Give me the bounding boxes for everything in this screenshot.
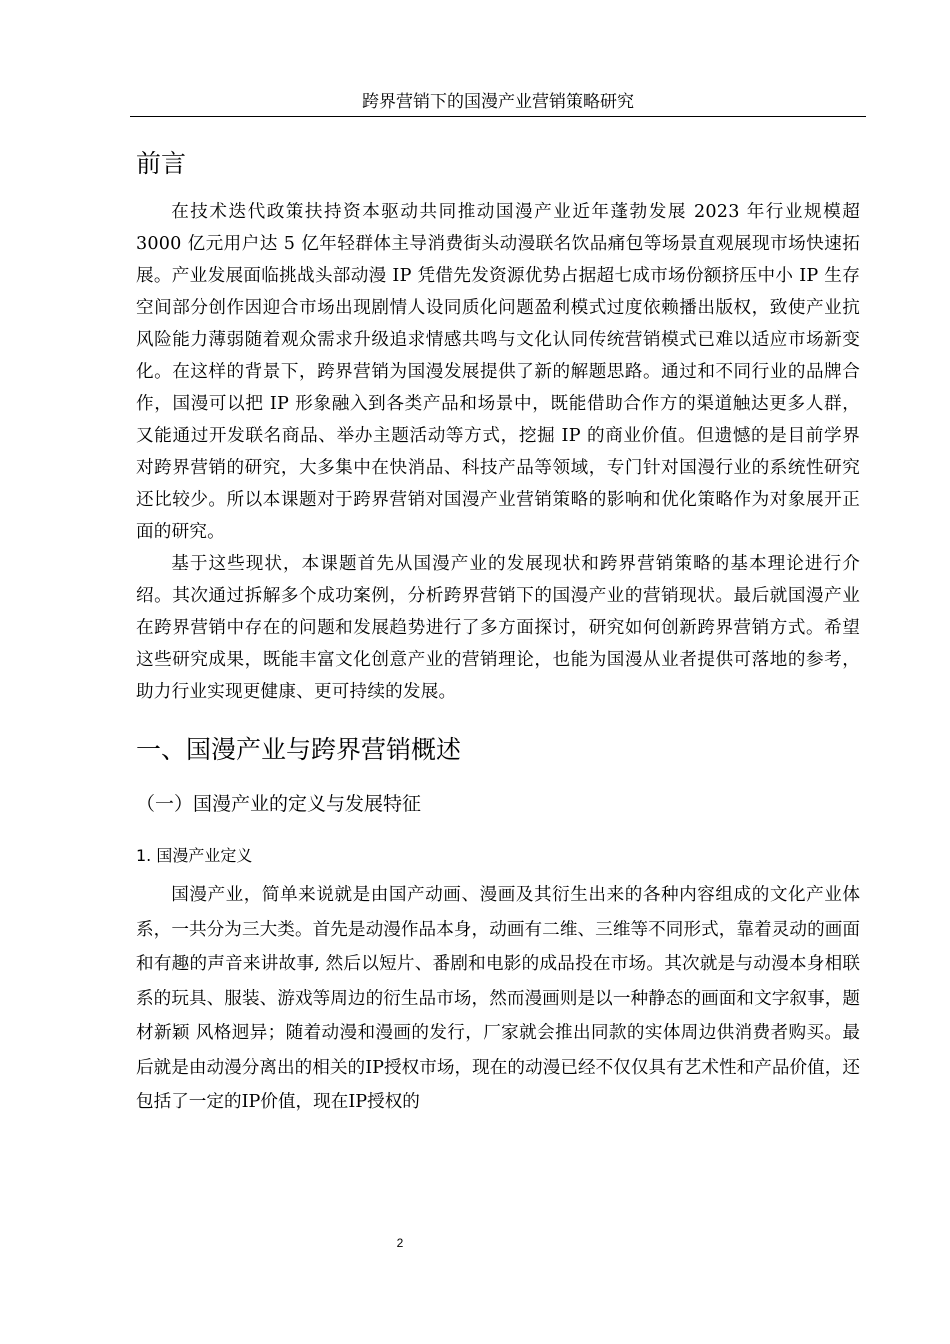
subsection-1-paragraph: 国漫产业，简单来说就是由国产动画、漫画及其衍生出来的各种内容组成的文化产业体系，一共分为三大类。首先是动漫作品本身，动画有二维、三维等不同形式，靠着灵动的画面和有趣的声音来讲故事, 然后以短片、番剧和电影的成品投在市场。其次就是与动漫本身相联系的玩具、服装、游戏等周边的衍生品市场，然而漫画则是以一种静态的画面和文字叙事，题材新颖 风格迥异；随着动漫和漫画的发行，厂家就会推出同款的实体周边供消费者购买。最后就是由动漫分离出的相关的IP授权市场，现在的动漫已经不仅仅具有艺术性和产品价值，还包括了一定的IP价值，现在IP授权的 [136, 885, 860, 1112]
subsection-1-heading: 1. 国漫产业定义 [136, 846, 253, 865]
page-number: 2 [396, 1236, 404, 1250]
preface-paragraph-1: 在技术迭代政策扶持资本驱动共同推动国漫产业近年蓬勃发展 2023 年行业规模超 3000 亿元用户达 5 亿年轻群体主导消费街头动漫联名饮品痛包等场景直观展现市场快速拓展。产业发展面临挑战头部动漫 IP 凭借先发资源优势占据超七成市场份额挤压中小 IP 生存空间部分创作因迎合市场出现剧情人设同质化问题盈利模式过度依赖播出版权，致使产业抗风险能力薄弱随着观众需求升级追求情感共鸣与文化认同传统营销模式已难以适应市场新变化。在这样的背景下，跨界营销为国漫发展提供了新的解题思路。通过和不同行业的品牌合作，国漫可以把 IP 形象融入到各类产品和场景中，既能借助合作方的渠道触达更多人群，又能通过开发联名商品、举办主题活动等方式，挖掘 IP 的商业价值。但遗憾的是目前学界对跨界营销的研究，大多集中在快消品、科技产品等领域，专门针对国漫行业的系统性研究还比较少。所以本课题对于跨界营销对国漫产业营销策略的影响和优化策略作为对象展开正面的研究。 [136, 202, 860, 542]
running-header: 跨界营销下的国漫产业营销策略研究 [362, 92, 634, 112]
header-rule [130, 116, 866, 117]
section-1-heading: （一）国漫产业的定义与发展特征 [136, 793, 422, 815]
chapter-1-heading: 一、国漫产业与跨界营销概述 [136, 735, 462, 764]
document-body [136, 140, 860, 1120]
preface-paragraph-2: 基于这些现状，本课题首先从国漫产业的发展现状和跨界营销策略的基本理论进行介绍。其次通过拆解多个成功案例，分析跨界营销下的国漫产业的营销现状。最后就国漫产业在跨界营销中存在的问题和发展趋势进行了多方面探讨，研究如何创新跨界营销方式。希望这些研究成果，既能丰富文化创意产业的营销理论，也能为国漫从业者提供可落地的参考，助力行业实现更健康、更可持续的发展。 [136, 554, 860, 702]
preface-heading: 前言 [136, 149, 187, 178]
